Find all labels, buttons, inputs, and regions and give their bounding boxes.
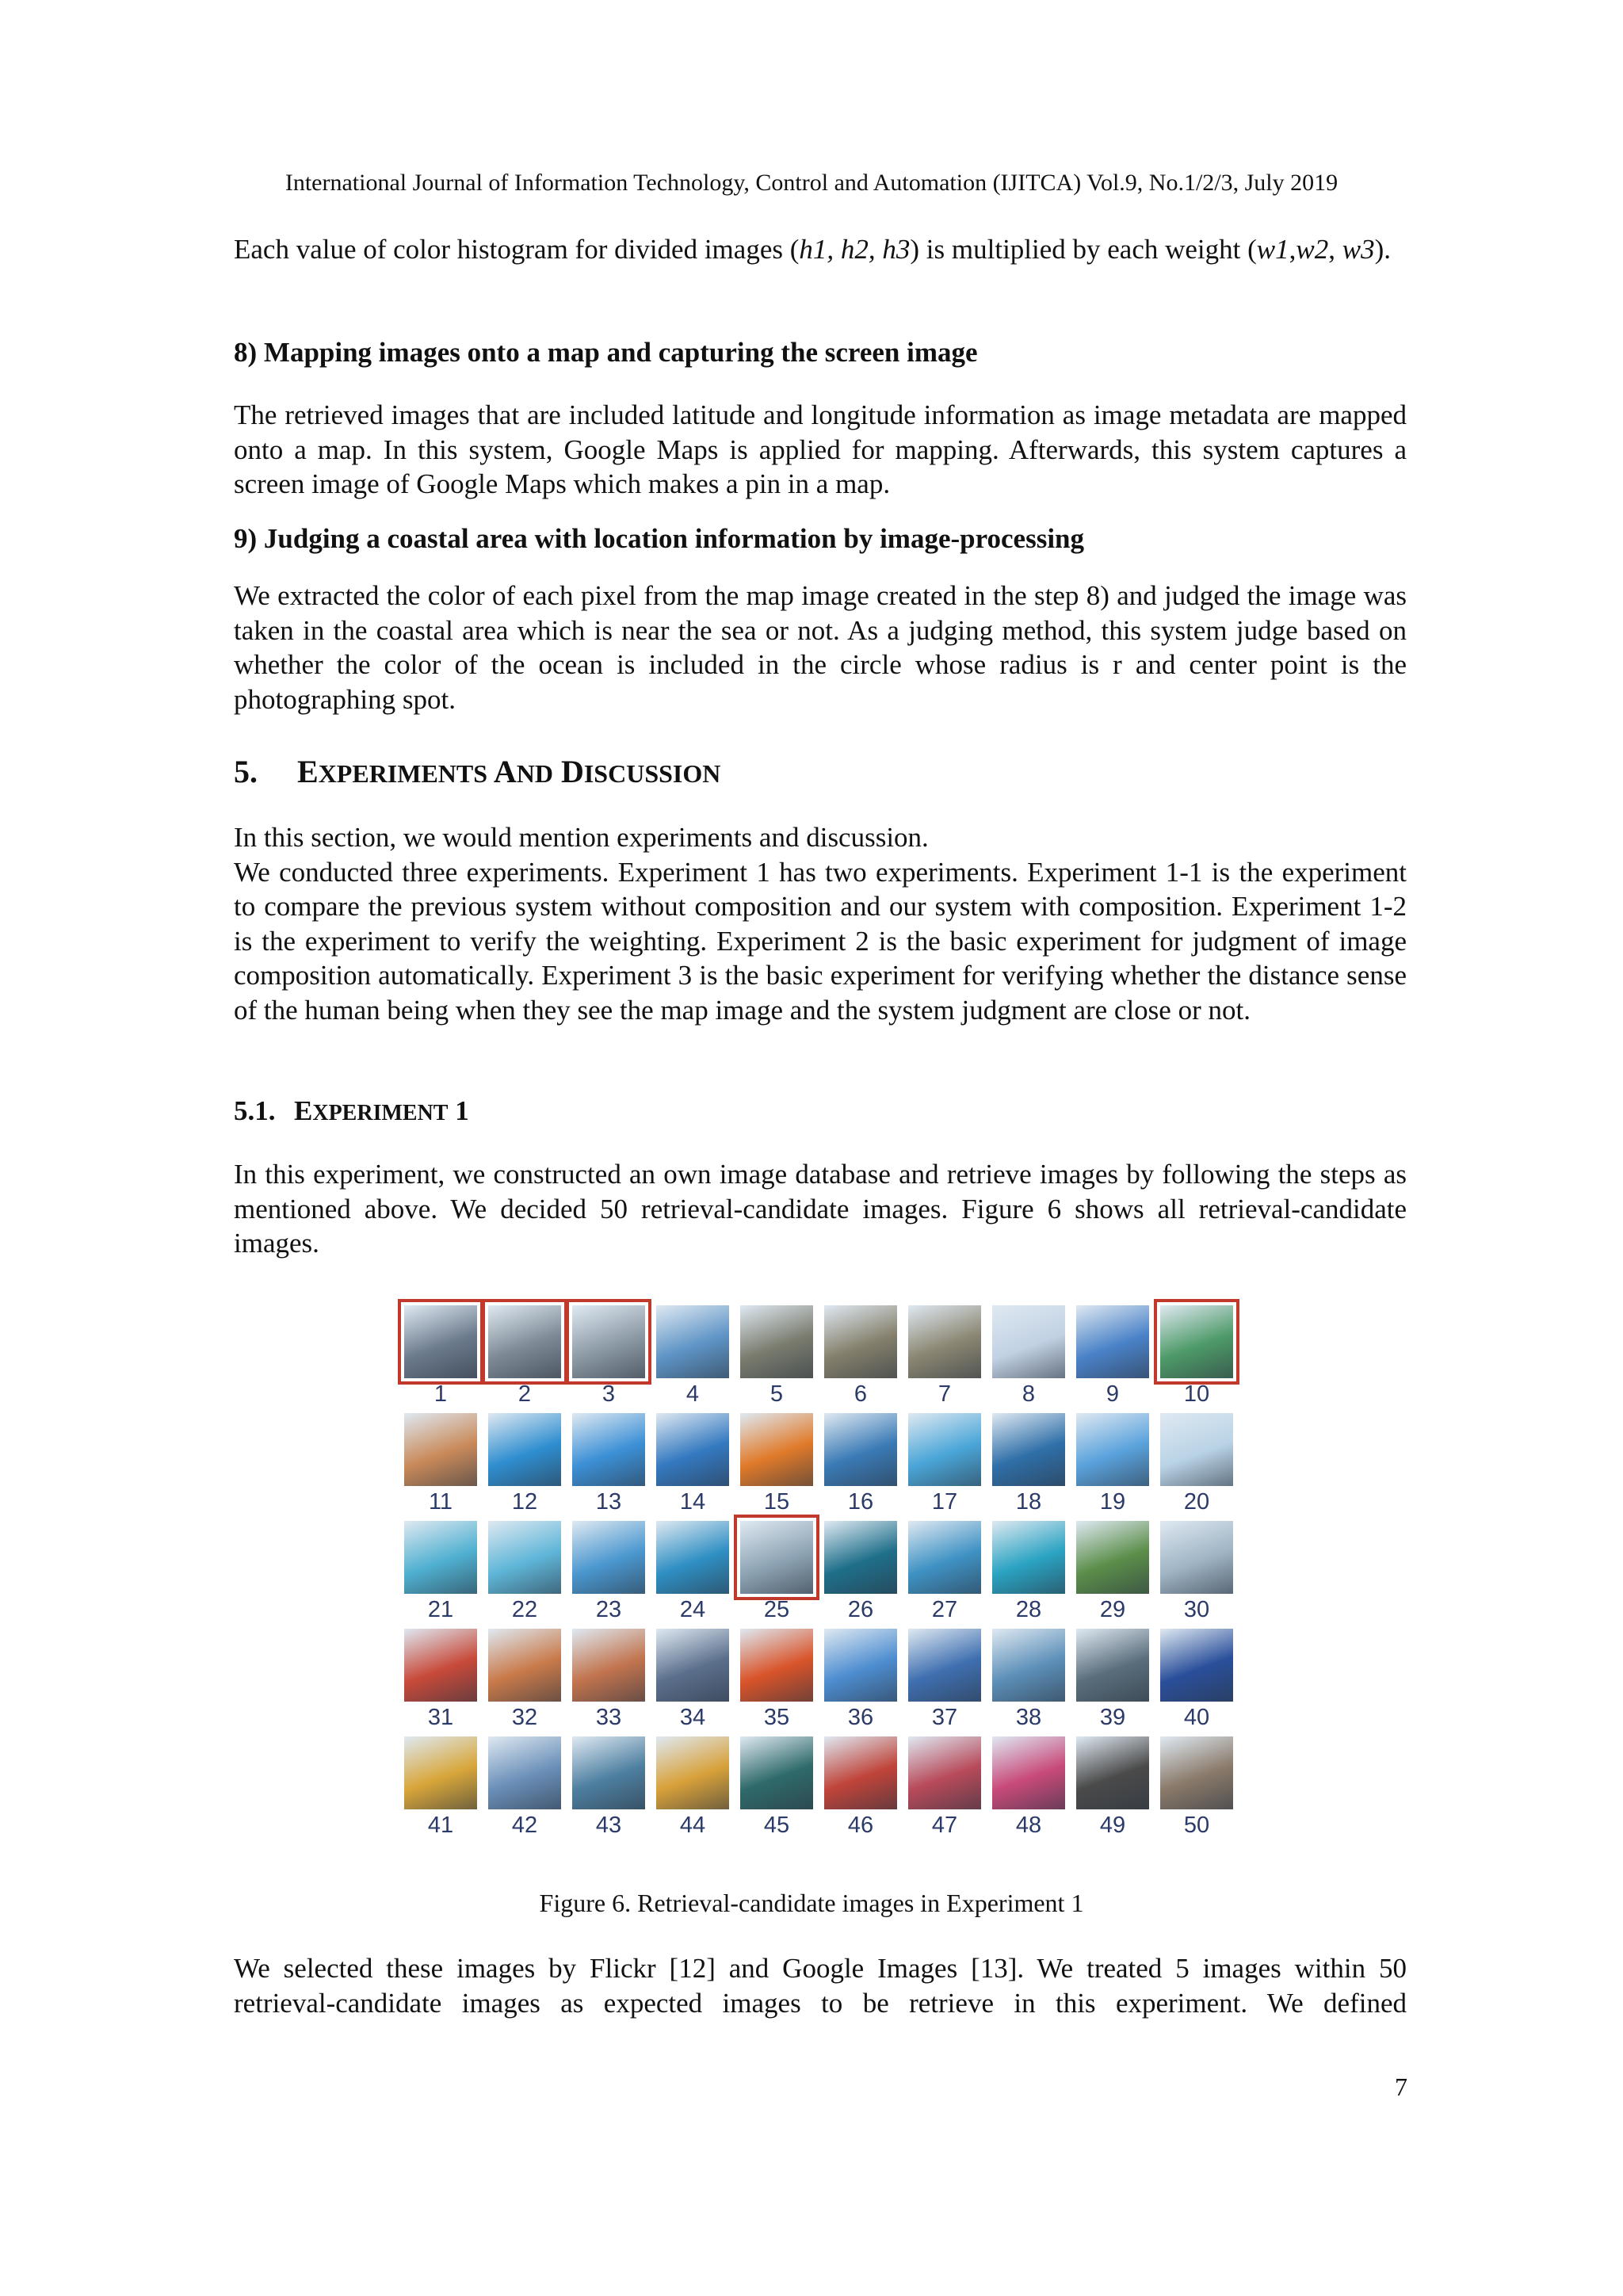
thumbnail-21 <box>404 1521 477 1594</box>
thumbnail-image <box>992 1629 1065 1702</box>
paragraph-weights: Each value of color histogram for divided images (h1, h2, h3) is multiplied by each weight (w1,w2, w3). <box>234 234 1392 265</box>
thumbnail-label: 9 <box>1106 1381 1120 1407</box>
thumbnail-3 <box>572 1305 645 1378</box>
thumbnail-image <box>404 1629 477 1702</box>
paragraph-step8: The retrieved images that are included latitude and longitude information as image metadata are mapped onto a map. In this system, Google Maps is applied for mapping. Afterwards, this system captures a screen image of Google Maps which makes a pin in a map. <box>234 399 1407 499</box>
thumbnail-label: 35 <box>763 1705 790 1730</box>
thumbnail-image <box>908 1736 981 1809</box>
thumbnail-image <box>488 1413 561 1486</box>
thumbnail-image <box>992 1413 1065 1486</box>
thumbnail-9 <box>1076 1305 1149 1378</box>
thumbnail-44 <box>656 1736 729 1809</box>
thumbnail-image <box>908 1629 981 1702</box>
thumbnail-image <box>572 1521 645 1594</box>
thumbnail-image <box>1076 1305 1149 1378</box>
thumbnail-label: 14 <box>679 1489 706 1515</box>
paragraph-final: We selected these images by Flickr [12] and Google Images [13]. We treated 5 images within 50 retrieval-candidate images as expected images to be retrieve in this experiment. We defined <box>234 1953 1407 2019</box>
thumbnail-36 <box>824 1629 897 1702</box>
thumbnail-label: 36 <box>847 1705 874 1730</box>
thumbnail-label: 18 <box>1015 1489 1042 1515</box>
thumbnail-label: 11 <box>428 1489 453 1515</box>
thumbnail-16 <box>824 1413 897 1486</box>
thumbnail-image <box>572 1629 645 1702</box>
thumbnail-14 <box>656 1413 729 1486</box>
thumbnail-label: 24 <box>679 1597 706 1622</box>
thumbnail-image <box>404 1305 477 1378</box>
thumbnail-label: 47 <box>931 1813 958 1838</box>
thumbnail-label: 50 <box>1183 1813 1210 1838</box>
step9-heading: 9) Judging a coastal area with location information by image-processing <box>234 523 1085 554</box>
thumbnail-40 <box>1160 1629 1233 1702</box>
thumbnail-image <box>1076 1736 1149 1809</box>
thumbnail-image <box>572 1305 645 1378</box>
thumbnail-image <box>824 1305 897 1378</box>
thumbnail-label: 25 <box>763 1597 790 1622</box>
thumbnail-13 <box>572 1413 645 1486</box>
thumbnail-image <box>1076 1413 1149 1486</box>
thumbnail-image <box>908 1521 981 1594</box>
thumbnail-image <box>1076 1521 1149 1594</box>
thumbnail-label: 33 <box>595 1705 622 1730</box>
thumbnail-26 <box>824 1521 897 1594</box>
thumbnail-label: 20 <box>1183 1489 1210 1515</box>
thumbnail-image <box>488 1736 561 1809</box>
thumbnail-label: 39 <box>1099 1705 1126 1730</box>
thumbnail-38 <box>992 1629 1065 1702</box>
thumbnail-12 <box>488 1413 561 1486</box>
thumbnail-8 <box>992 1305 1065 1378</box>
thumbnail-34 <box>656 1629 729 1702</box>
page-number: 7 <box>1395 2073 1407 2101</box>
thumbnail-33 <box>572 1629 645 1702</box>
thumbnail-image <box>488 1305 561 1378</box>
thumbnail-28 <box>992 1521 1065 1594</box>
thumbnail-image <box>992 1521 1065 1594</box>
thumbnail-image <box>824 1736 897 1809</box>
thumbnail-label: 7 <box>938 1381 952 1407</box>
thumbnail-label: 48 <box>1015 1813 1042 1838</box>
thumbnail-label: 49 <box>1099 1813 1126 1838</box>
paragraph-experiment1: In this experiment, we constructed an own image database and retrieve images by following the steps as mentioned above. We decided 50 retrieval-candidate images. Figure 6 shows all retrieval-candidate images. <box>234 1159 1407 1259</box>
paragraph-section5: In this section, we would mention experiments and discussion. We conducted three experiments. Experiment 1 has two experiments. Experiment 1-1 is the experiment to compare the previous system without composition and our system with composition. Experiment 1-2 is the experiment to verify the weighting. Experiment 2 is the basic experiment for judgment of image composition automatically. Experiment 3 is the basic experiment for verifying whether the distance sense of the human being when they see the map image and the system judgment are close or not. <box>234 822 1407 1026</box>
thumbnail-31 <box>404 1629 477 1702</box>
thumbnail-label: 43 <box>595 1813 622 1838</box>
thumbnail-2 <box>488 1305 561 1378</box>
thumbnail-50 <box>1160 1736 1233 1809</box>
thumbnail-20 <box>1160 1413 1233 1486</box>
thumbnail-image <box>656 1736 729 1809</box>
thumbnail-1 <box>404 1305 477 1378</box>
thumbnail-image <box>824 1629 897 1702</box>
paragraph-step9: We extracted the color of each pixel from the map image created in the step 8) and judged the image was taken in the coastal area which is near the sea or not. As a judging method, this system judge based on whether the color of the ocean is included in the circle whose radius is r and center point is the photographing spot. <box>234 580 1407 715</box>
thumbnail-label: 40 <box>1183 1705 1210 1730</box>
step8-heading: 8) Mapping images onto a map and capturing the screen image <box>234 337 978 368</box>
thumbnail-image <box>656 1413 729 1486</box>
thumbnail-image <box>1160 1305 1233 1378</box>
thumbnail-label: 31 <box>427 1705 454 1730</box>
thumbnail-image <box>1076 1629 1149 1702</box>
thumbnail-image <box>404 1413 477 1486</box>
thumbnail-24 <box>656 1521 729 1594</box>
thumbnail-label: 37 <box>931 1705 958 1730</box>
thumbnail-label: 28 <box>1015 1597 1042 1622</box>
thumbnail-image <box>404 1521 477 1594</box>
thumbnail-label: 34 <box>679 1705 706 1730</box>
thumbnail-image <box>824 1413 897 1486</box>
thumbnail-label: 6 <box>854 1381 868 1407</box>
thumbnail-4 <box>656 1305 729 1378</box>
thumbnail-label: 16 <box>847 1489 874 1515</box>
thumbnail-label: 27 <box>931 1597 958 1622</box>
thumbnail-image <box>404 1736 477 1809</box>
thumbnail-18 <box>992 1413 1065 1486</box>
thumbnail-image <box>824 1521 897 1594</box>
thumbnail-label: 1 <box>433 1381 448 1407</box>
thumbnail-label: 19 <box>1099 1489 1126 1515</box>
thumbnail-7 <box>908 1305 981 1378</box>
thumbnail-image <box>908 1413 981 1486</box>
thumbnail-label: 10 <box>1183 1381 1210 1407</box>
thumbnail-label: 44 <box>679 1813 706 1838</box>
thumbnail-6 <box>824 1305 897 1378</box>
thumbnail-label: 3 <box>601 1381 616 1407</box>
thumbnail-15 <box>740 1413 813 1486</box>
thumbnail-41 <box>404 1736 477 1809</box>
thumbnail-label: 15 <box>763 1489 790 1515</box>
thumbnail-label: 38 <box>1015 1705 1042 1730</box>
thumbnail-32 <box>488 1629 561 1702</box>
thumbnail-image <box>740 1629 813 1702</box>
thumbnail-image <box>908 1305 981 1378</box>
thumbnail-image <box>1160 1736 1233 1809</box>
thumbnail-image <box>656 1305 729 1378</box>
thumbnail-label: 5 <box>769 1381 784 1407</box>
figure-caption: Figure 6. Retrieval-candidate images in Experiment 1 <box>539 1889 1084 1917</box>
thumbnail-23 <box>572 1521 645 1594</box>
thumbnail-17 <box>908 1413 981 1486</box>
thumbnail-image <box>740 1305 813 1378</box>
thumbnail-label: 23 <box>595 1597 622 1622</box>
thumbnail-image <box>488 1521 561 1594</box>
thumbnail-image <box>656 1629 729 1702</box>
thumbnail-42 <box>488 1736 561 1809</box>
thumbnail-label: 41 <box>427 1813 454 1838</box>
thumbnail-image <box>740 1521 813 1594</box>
thumbnail-label: 17 <box>931 1489 958 1515</box>
thumbnail-label: 30 <box>1183 1597 1210 1622</box>
thumbnail-image <box>1160 1521 1233 1594</box>
section51-heading: 5.1. EXPERIMENT 1 <box>234 1095 469 1126</box>
thumbnail-label: 21 <box>427 1597 454 1622</box>
thumbnail-image <box>740 1413 813 1486</box>
thumbnail-10 <box>1160 1305 1233 1378</box>
thumbnail-19 <box>1076 1413 1149 1486</box>
section5-heading: 5. EXPERIMENTS AND DISCUSSION <box>234 754 721 789</box>
thumbnail-label: 42 <box>511 1813 538 1838</box>
thumbnail-label: 29 <box>1099 1597 1126 1622</box>
thumbnail-22 <box>488 1521 561 1594</box>
thumbnail-label: 32 <box>511 1705 538 1730</box>
thumbnail-label: 12 <box>511 1489 538 1515</box>
thumbnail-label: 22 <box>511 1597 538 1622</box>
thumbnail-label: 13 <box>595 1489 622 1515</box>
thumbnail-35 <box>740 1629 813 1702</box>
thumbnail-27 <box>908 1521 981 1594</box>
thumbnail-image <box>656 1521 729 1594</box>
thumbnail-image <box>992 1305 1065 1378</box>
thumbnail-29 <box>1076 1521 1149 1594</box>
figure-6-image-grid <box>396 1288 1252 1843</box>
thumbnail-label: 8 <box>1022 1381 1036 1407</box>
thumbnail-label: 2 <box>517 1381 532 1407</box>
thumbnail-image <box>488 1629 561 1702</box>
running-header: International Journal of Information Technology, Control and Automation (IJITCA) Vol.9, No.1/2/3, July 2019 <box>285 170 1338 196</box>
thumbnail-image <box>1160 1629 1233 1702</box>
thumbnail-49 <box>1076 1736 1149 1809</box>
thumbnail-image <box>572 1413 645 1486</box>
thumbnail-image <box>992 1736 1065 1809</box>
thumbnail-37 <box>908 1629 981 1702</box>
thumbnail-5 <box>740 1305 813 1378</box>
thumbnail-48 <box>992 1736 1065 1809</box>
thumbnail-47 <box>908 1736 981 1809</box>
thumbnail-label: 46 <box>847 1813 874 1838</box>
thumbnail-39 <box>1076 1629 1149 1702</box>
thumbnail-11 <box>404 1413 477 1486</box>
thumbnail-30 <box>1160 1521 1233 1594</box>
thumbnail-image <box>1160 1413 1233 1486</box>
thumbnail-label: 45 <box>763 1813 790 1838</box>
thumbnail-label: 4 <box>685 1381 700 1407</box>
thumbnail-25 <box>740 1521 813 1594</box>
thumbnail-45 <box>740 1736 813 1809</box>
thumbnail-label: 26 <box>847 1597 874 1622</box>
thumbnail-image <box>572 1736 645 1809</box>
thumbnail-46 <box>824 1736 897 1809</box>
thumbnail-43 <box>572 1736 645 1809</box>
thumbnail-image <box>740 1736 813 1809</box>
